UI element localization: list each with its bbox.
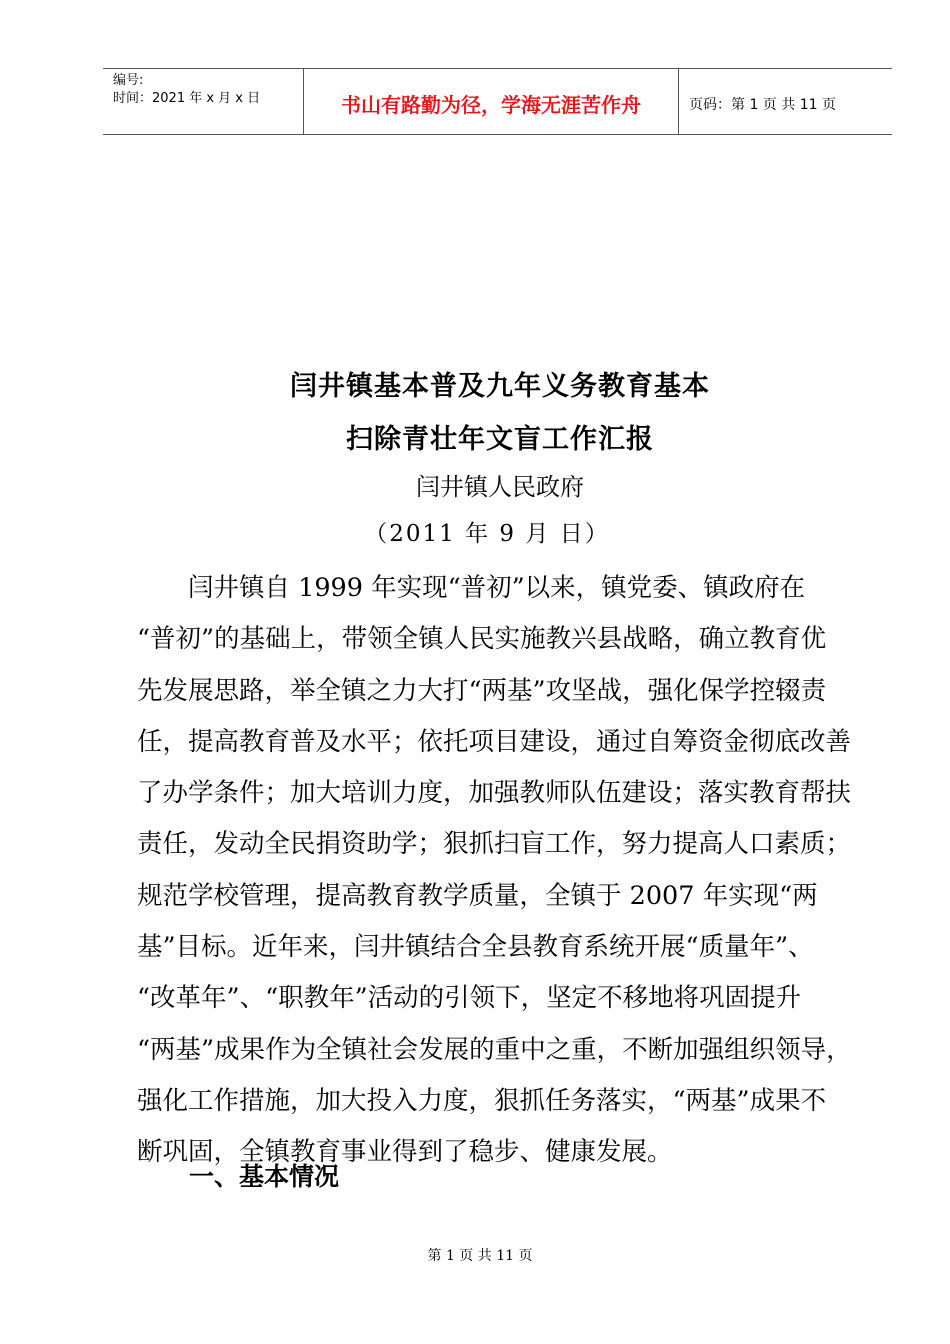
paragraph-line: “普初”的基础上，带领全镇人民实施教兴县战略，确立教育优 [137, 624, 827, 655]
paragraph-line: 规范学校管理，提高教育教学质量，全镇于 2007 年实现“两 [137, 880, 818, 911]
paragraph-line: 基”目标。近年来，闫井镇结合全县教育系统开展“质量年”、 [137, 932, 814, 963]
body-paragraph [137, 563, 857, 1179]
paragraph-line: 闫井镇自 1999 年实现“普初”以来，镇党委、镇政府在 [137, 573, 806, 603]
page-header [103, 68, 892, 135]
paragraph-line: 责任，发动全民捐资助学；狠抓扫盲工作，努力提高人口素质； [137, 829, 852, 860]
time-label: 时间：2021 年 x 月 x 日 [113, 91, 261, 106]
page-footer: 第 1 页 共 11 页 [427, 1248, 533, 1264]
paragraph-line: 任，提高教育普及水平；依托项目建设，通过自筹资金彻底改善 [137, 726, 852, 757]
paragraph-line: 了办学条件；加大培训力度，加强教师队伍建设；落实教育帮扶 [137, 778, 852, 809]
paragraph-line: “改革年”、“职教年”活动的引领下，坚定不移地将巩固提升 [137, 983, 802, 1014]
document-title-line-2: 扫除青壮年文盲工作汇报 [346, 424, 654, 455]
paragraph-line: 强化工作措施，加大投入力度，狠抓任务落实，“两基”成果不 [137, 1085, 827, 1116]
document-author: 闫井镇人民政府 [416, 473, 584, 501]
section-heading: 一、基本情况 [189, 1162, 340, 1191]
document-date: （2011 年 9 月 日） [364, 521, 610, 547]
paragraph-line: “两基”成果作为全镇社会发展的重中之重，不断加强组织领导， [137, 1034, 852, 1065]
paragraph-line: 先发展思路，举全镇之力大打“两基”攻坚战，强化保学控辍责 [137, 675, 827, 706]
header-meta [103, 69, 304, 134]
header-page-info: 页码：第 1 页 共 11 页 [689, 96, 836, 113]
serial-number-label: 编号: [113, 73, 144, 88]
paragraph-line: 断巩固，全镇教育事业得到了稳步、健康发展。 [137, 1137, 673, 1168]
document-title-line-1: 闫井镇基本普及九年义务教育基本 [290, 371, 710, 402]
header-slogan: 书山有路勤为径，学海无涯苦作舟 [304, 69, 679, 134]
